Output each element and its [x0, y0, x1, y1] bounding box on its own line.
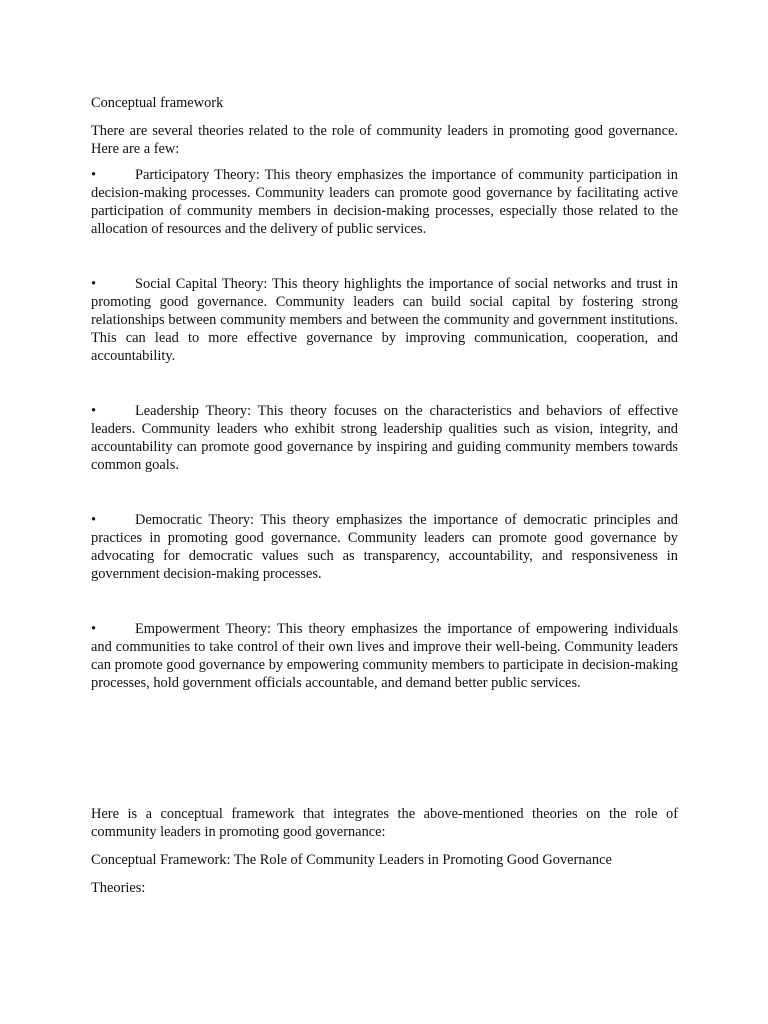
bullet-text: Empowerment Theory: This theory emphasizes the importance of empowering individuals and communities to take control of their own lives and improve their well-being. Community leaders can promote good governance by empowering community members to participate in decision-making processes, hold government officials accountable, and demand better public services.	[91, 621, 678, 691]
bullet-text: Social Capital Theory: This theory highlights the importance of social networks and trust in promoting good governance. Community leaders can build social capital by fostering strong relationships between community members and between the community and government institutions. This can lead to more effective governance by improving communication, cooperation, and accountability.	[91, 276, 678, 364]
bullet-mark: •	[91, 276, 97, 292]
bullet-mark: •	[91, 621, 97, 637]
bullet-empowerment-theory	[91, 620, 678, 692]
bullet-democratic-theory	[91, 511, 678, 583]
section-heading: Conceptual framework	[91, 95, 224, 111]
document-page	[91, 94, 678, 897]
bullet-text: Participatory Theory: This theory emphasizes the importance of community participation in decision-making processes. Community leaders can promote good governance by facilitating active participation of community members in decision-making processes, especially those related to the allocation of resources and the delivery of public services.	[91, 167, 678, 237]
framework-title: Conceptual Framework: The Role of Community Leaders in Promoting Good Governance	[91, 852, 612, 868]
bullet-text: Leadership Theory: This theory focuses on the characteristics and behaviors of effective leaders. Community leaders who exhibit strong leadership qualities such as vision, integrity, and accountability can promote good governance by inspiring and guiding community members towards common goals.	[91, 403, 678, 473]
outro-paragraph: Here is a conceptual framework that integrates the above-mentioned theories on the role of community leaders in promoting good governance:	[91, 806, 678, 840]
bullet-social-capital-theory	[91, 275, 678, 365]
bullet-mark: •	[91, 167, 97, 183]
intro-paragraph: There are several theories related to the role of community leaders in promoting good governance. Here are a few:	[91, 123, 678, 157]
bullet-leadership-theory	[91, 402, 678, 474]
bullet-mark: •	[91, 512, 97, 528]
theories-label: Theories:	[91, 880, 146, 896]
bullet-mark: •	[91, 403, 97, 419]
bullet-participatory-theory	[91, 166, 678, 238]
bullet-text: Democratic Theory: This theory emphasizes the importance of democratic principles and practices in promoting good governance. Community leaders can promote good governance by advocating for democratic values such as transparency, accountability, and responsiveness in government decision-making processes.	[91, 512, 678, 582]
